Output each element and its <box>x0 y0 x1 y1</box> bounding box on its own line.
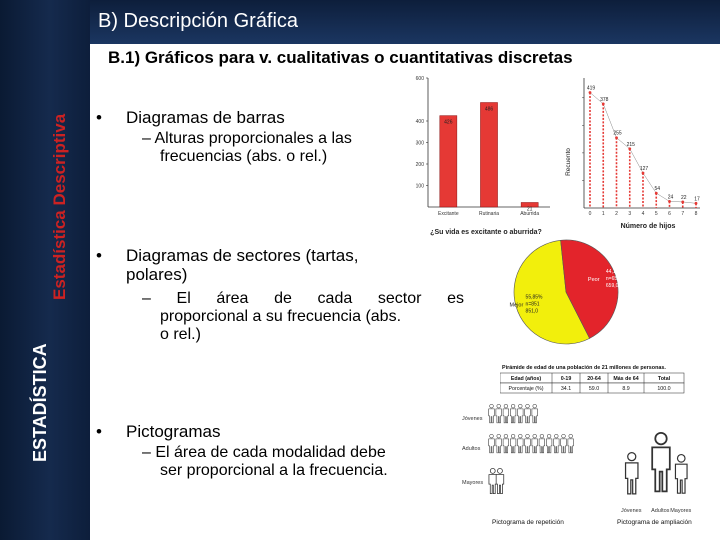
table-header-cell: 0-19 <box>560 376 572 382</box>
line-point <box>589 91 592 94</box>
sidebar-label-main: ESTADÍSTICA <box>30 343 50 462</box>
detail-line: ser proporcional a la frecuencia. <box>160 462 388 479</box>
line-data-label: 127 <box>639 166 649 173</box>
person-body <box>525 409 531 423</box>
pictogram-person-icon <box>525 404 531 423</box>
person-head <box>511 434 515 438</box>
person-body <box>675 464 687 493</box>
table-header-cell: Total <box>657 376 671 382</box>
person-head <box>628 453 636 461</box>
line-point <box>602 102 605 105</box>
bar-chart-figure <box>398 72 558 237</box>
person-head <box>504 404 508 408</box>
line-x-tick-label: 1 <box>601 211 605 217</box>
person-body <box>539 439 545 453</box>
line-point <box>695 202 698 205</box>
pictogram-person-icon <box>554 434 560 453</box>
pictogram-scaled-person-icon <box>626 453 638 494</box>
pictogram-person-icon <box>503 404 509 423</box>
bar-y-tick-label: 200 <box>415 162 424 168</box>
person-head <box>490 404 494 408</box>
person-body <box>568 439 574 453</box>
table-header-cell: Más de 64 <box>613 376 639 382</box>
bullet-marker: • <box>96 422 102 441</box>
pictogram-person-icon <box>496 468 504 493</box>
bar-category-label: Rutinaria <box>478 211 500 217</box>
line-point <box>681 201 684 204</box>
pictogram-row-label: Jóvenes <box>462 416 483 422</box>
person-head <box>490 434 494 438</box>
line-chart-ylabel: Recuento <box>565 148 572 176</box>
line-data-label: 378 <box>600 96 609 103</box>
pictogram-person-icon <box>525 434 531 453</box>
pictogram-person-icon <box>496 404 502 423</box>
slide-header-title: B) Descripción Gráfica <box>98 10 299 32</box>
pie-slice-value: 851,0 <box>525 308 539 315</box>
person-head <box>569 434 573 438</box>
person-head <box>497 468 502 473</box>
person-body <box>489 409 495 423</box>
bullet-bar-charts <box>96 108 285 127</box>
person-head <box>504 434 508 438</box>
person-body <box>518 439 524 453</box>
line-data-label: 215 <box>626 141 635 148</box>
bullet-text: Diagramas de barras <box>126 108 285 127</box>
line-x-tick-label: 6 <box>668 211 671 217</box>
person-body <box>510 409 516 423</box>
table-cell: 100.0 <box>657 386 671 392</box>
person-head <box>562 434 566 438</box>
person-head <box>526 404 530 408</box>
person-body <box>554 439 560 453</box>
pictogram-person-icon <box>503 434 509 453</box>
table-header-cell: Edad (años) <box>510 376 542 382</box>
person-head <box>540 434 544 438</box>
pictogram-person-icon <box>489 468 497 493</box>
pictogram-person-icon <box>532 404 538 423</box>
pictogram-person-icon <box>518 404 524 423</box>
pictogram-person-icon <box>496 434 502 453</box>
pictogram-person-icon <box>510 434 516 453</box>
line-point <box>615 136 618 139</box>
bar-y-tick-label: 600 <box>415 76 424 82</box>
line-x-tick-label: 3 <box>628 211 632 217</box>
person-body <box>561 439 567 453</box>
bar-category-label: Excitante <box>438 211 459 217</box>
pie-slice-value: n=659 <box>605 276 620 283</box>
pictogram-figure <box>462 402 692 528</box>
line-point <box>628 147 631 150</box>
person-head <box>518 434 522 438</box>
person-head <box>490 468 495 473</box>
person-body <box>489 439 495 453</box>
bar-chart-title: ¿Su vida es excitante o aburrida? <box>430 229 542 236</box>
line-data-label: 54 <box>654 186 661 193</box>
table-title: Pirámide de edad de una población de 21 millones de personas. <box>502 365 666 371</box>
line-point <box>668 200 671 203</box>
section-subtitle: B.1) Gráficos para v. cualitativas o cuantitativas discretas <box>108 48 573 67</box>
bar-y-tick-label: 400 <box>415 119 424 125</box>
bullet-text: polares) <box>126 265 188 284</box>
person-head <box>547 434 551 438</box>
person-body <box>532 409 538 423</box>
line-data-label: 22 <box>680 194 687 201</box>
pictogram-person-icon <box>489 434 495 453</box>
bullet-text: Diagramas de sectores (tartas, <box>126 246 359 265</box>
line-point <box>642 172 645 175</box>
bullet-pictograms <box>96 422 220 441</box>
person-head <box>554 434 558 438</box>
pictogram-person-icon <box>561 434 567 453</box>
pie-slice-value: 55,85% <box>525 294 543 301</box>
bullet-pie-charts <box>96 246 358 284</box>
bullet-marker: • <box>96 246 102 265</box>
pie-slice-value: 44,15% <box>605 269 623 276</box>
person-body <box>510 439 516 453</box>
person-body <box>503 409 509 423</box>
population-table-figure <box>500 362 685 398</box>
table-cell: 8.9 <box>622 386 630 392</box>
person-body <box>532 439 538 453</box>
line-data-label: 24 <box>667 194 674 201</box>
person-body <box>496 409 502 423</box>
person-body <box>652 447 670 491</box>
person-head <box>533 404 537 408</box>
pictogram-person-icon <box>518 434 524 453</box>
person-head <box>497 404 501 408</box>
line-x-tick-label: 5 <box>654 211 658 217</box>
bar <box>480 103 497 207</box>
pictogram-scaled-label: Jóvenes <box>620 508 642 514</box>
pictogram-person-icon <box>546 434 552 453</box>
person-head <box>497 434 501 438</box>
pie-slice-value: n=851 <box>525 301 540 308</box>
detail-line: – El área de cada sector es <box>142 290 464 307</box>
person-body <box>496 475 504 494</box>
bullet-pictograms-detail <box>142 444 388 480</box>
person-body <box>626 463 638 494</box>
bullet-text: Pictogramas <box>126 422 221 441</box>
line-x-tick-label: 2 <box>615 211 618 217</box>
person-head <box>511 404 515 408</box>
detail-line: – Alturas proporcionales a las <box>142 130 352 147</box>
bar-data-label: 426 <box>444 119 453 126</box>
person-head <box>655 433 666 444</box>
detail-line: – El área de cada modalidad debe <box>142 444 386 461</box>
bullet-bar-charts-detail <box>142 130 352 166</box>
line-x-tick-label: 4 <box>641 211 645 217</box>
person-head <box>677 455 685 463</box>
person-body <box>489 475 497 494</box>
line-data-label: 419 <box>586 85 596 92</box>
detail-line: proporcional a su frecuencia (abs. <box>160 308 402 325</box>
line-x-tick-label: 7 <box>681 211 685 217</box>
person-head <box>518 404 522 408</box>
bar-category-label: Aburrida <box>520 211 540 217</box>
pie-slice-label: Mejor <box>509 302 524 309</box>
pictogram-scaled-person-icon <box>652 433 670 492</box>
line-chart-xlabel: Número de hijos <box>620 223 676 230</box>
bar-data-label: 486 <box>484 106 494 113</box>
person-body <box>525 439 531 453</box>
pictogram-caption-left: Pictograma de repetición <box>492 519 564 526</box>
line-data-label: 17 <box>694 196 700 203</box>
pictogram-row-label: Adultos <box>462 446 481 452</box>
bar <box>440 116 457 207</box>
pie-slice-label: Peor <box>587 277 600 284</box>
pie-slice-value: 659,0 <box>605 283 619 290</box>
person-head <box>526 434 530 438</box>
line-x-tick-label: 8 <box>694 211 698 217</box>
detail-line: frecuencias (abs. o rel.) <box>160 148 328 165</box>
person-head <box>533 434 537 438</box>
sidebar-label-sub: Estadística Descriptiva <box>50 113 69 300</box>
person-body <box>496 439 502 453</box>
pictogram-person-icon <box>532 434 538 453</box>
bullet-pie-charts-detail <box>142 290 464 344</box>
line-data-label: 255 <box>613 130 622 137</box>
table-cell: 34.1 <box>560 386 572 392</box>
line-point <box>655 192 658 195</box>
person-body <box>518 409 524 423</box>
bar-y-tick-label: 100 <box>415 183 424 190</box>
pictogram-person-icon <box>539 434 545 453</box>
person-body <box>503 439 509 453</box>
bullet-marker: • <box>96 108 102 127</box>
table-header-cell: 20-64 <box>587 376 601 382</box>
pictogram-person-icon <box>510 404 516 423</box>
pie-chart-figure <box>500 228 650 353</box>
pictogram-person-icon <box>568 434 574 453</box>
bar-data-label: 21 <box>526 206 533 213</box>
table-cell: 59.0 <box>588 386 600 392</box>
person-body <box>546 439 552 453</box>
bar-y-tick-label: 300 <box>415 140 424 147</box>
pictogram-caption-right: Pictograma de ampliación <box>617 519 692 526</box>
detail-line: o rel.) <box>160 326 201 343</box>
pictogram-scaled-label: Mayores <box>670 508 692 514</box>
pictogram-scaled-label: Adultos <box>651 508 670 514</box>
table-cell: Porcentaje (%) <box>508 386 544 392</box>
line-x-tick-label: 0 <box>588 211 592 217</box>
pictogram-row-label: Mayores <box>462 480 484 486</box>
line-chart-figure <box>560 72 710 232</box>
pictogram-person-icon <box>489 404 495 423</box>
pictogram-scaled-person-icon <box>675 455 687 494</box>
